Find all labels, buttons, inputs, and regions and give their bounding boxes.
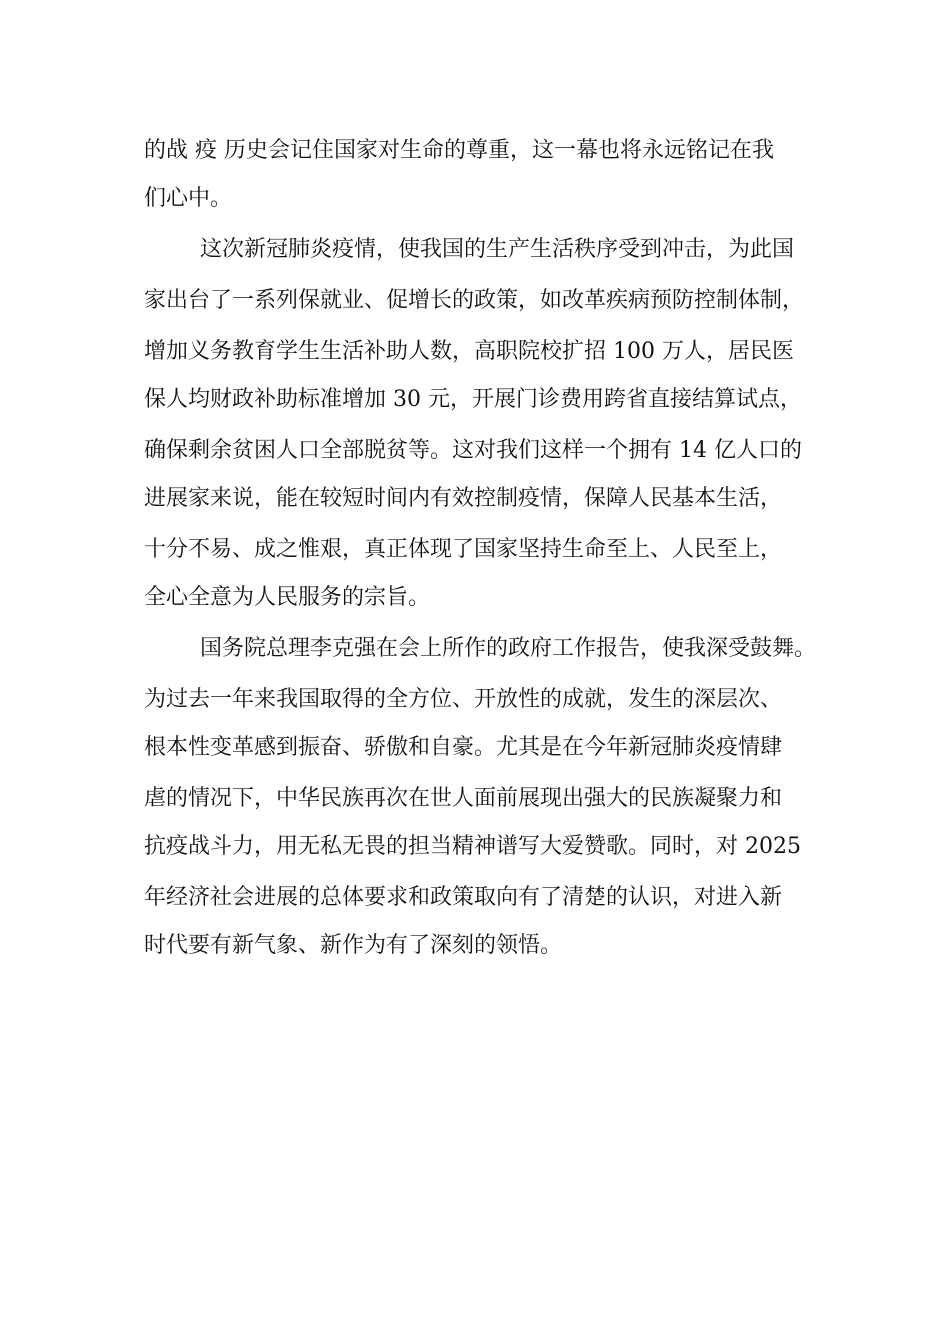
text-line: 国务院总理李克强在会上所作的政府工作报告，使我深受鼓舞。 [200, 636, 817, 661]
text-line: 增加义务教育学生生活补助人数，高职院校扩招 100 万人，居民医 [144, 339, 794, 364]
text-line: 虐的情况下，中华民族再次在世人面前展现出强大的民族凝聚力和 [144, 786, 783, 811]
text-line: 确保剩余贫困人口全部脱贫等。这对我们这样一个拥有 14 亿人口的 [144, 438, 802, 463]
text-line: 为过去一年来我国取得的全方位、开放性的成就，发生的深层次、 [144, 687, 783, 712]
text-line: 十分不易、成之惟艰，真正体现了国家坚持生命至上、人民至上， [144, 537, 783, 562]
text-line: 年经济社会进展的总体要求和政策取向有了清楚的认识，对进入新 [144, 885, 783, 910]
text-line: 时代要有新气象、新作为有了深刻的领悟。 [144, 933, 563, 958]
text-line: 进展家来说，能在较短时间内有效控制疫情，保障人民基本生活， [144, 486, 783, 511]
text-line: 这次新冠肺炎疫情，使我国的生产生活秩序受到冲击，为此国 [200, 237, 795, 262]
text-line: 全心全意为人民服务的宗旨。 [144, 585, 431, 610]
text-line: 家出台了一系列保就业、促增长的政策，如改革疾病预防控制体制， [144, 288, 805, 313]
text-line: 根本性变革感到振奋、骄傲和自豪。尤其是在今年新冠肺炎疫情肆 [144, 735, 783, 760]
text-line: 抗疫战斗力，用无私无畏的担当精神谱写大爱赞歌。同时，对 2025 [144, 834, 801, 859]
text-line: 保人均财政补助标准增加 30 元，开展门诊费用跨省直接结算试点， [144, 387, 802, 412]
text-line: 的战 疫 历史会记住国家对生命的尊重，这一幕也将永远铭记在我 [144, 138, 774, 163]
text-line: 们心中。 [144, 186, 233, 211]
